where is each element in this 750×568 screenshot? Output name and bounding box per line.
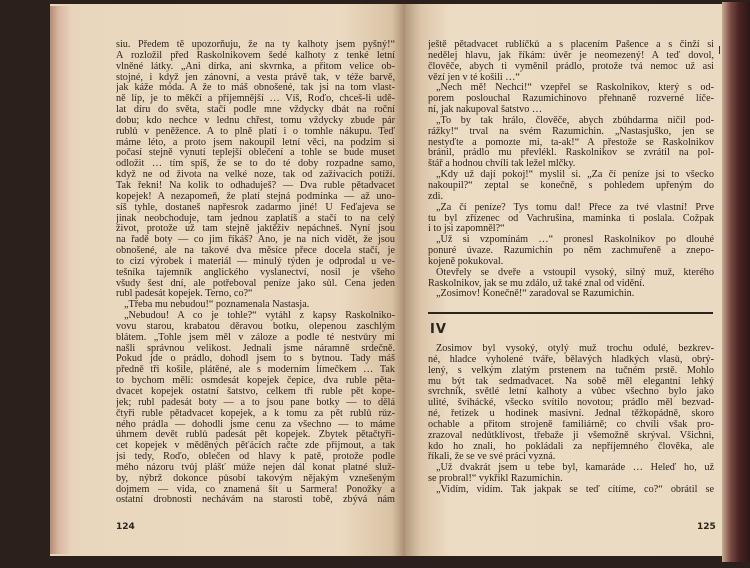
- text-line: jek; rubl padesát boty — a to jsou pane botky — to dělá: [116, 397, 395, 408]
- text-line: počasí stejně vynutí teplejší oblečení a tohle se bude muset: [116, 148, 395, 159]
- paragraph: [428, 289, 714, 300]
- text-line: né, hladce vyholené tváře, bělavých hladkých vlasů, obrý-: [428, 354, 714, 365]
- text-line: lený, s velkým zlatým prstenem na tučném prstě. Mohlo: [428, 365, 714, 376]
- text-line: kdo ho znali, ho pokládali za nepříjemného člověka, ale: [428, 441, 714, 452]
- text-line: člověče, abych ti vyměnil prádlo, protože tvá nemoc už asi: [428, 61, 714, 72]
- text-line: síš tyhle, dostaneš napřesrok zadarmo jiné! U Feďajeva se: [116, 202, 395, 213]
- paragraph: [116, 300, 395, 311]
- text-line: vězí jen v té košili …“: [428, 72, 520, 83]
- text-line: zdi.: [428, 191, 443, 202]
- page-number-left: 124: [116, 522, 135, 532]
- text-line: vlněné látky. „Ani dírka, ani skvrnka, a přitom velice ob-: [116, 61, 395, 72]
- text-line: všudy šest dní, ale potřeboval peníze jako sůl. Cena jeden: [116, 278, 395, 289]
- text-line: ně líp, je to měkčí a příjemnější … Víš, Roďo, chceš-li udě-: [116, 94, 395, 105]
- text-line: na řadě boty — co jim říkáš? Ano, je na nich vidět, že jsou: [116, 235, 395, 246]
- text-line: nestyďte a pomozte mi, ta-ak!“ A přestože se Raskolnikov: [428, 137, 714, 148]
- text-line: obnošené, ale na takové dva měsíce přece docela stačí, je: [116, 246, 395, 257]
- paragraph: [428, 485, 714, 496]
- text-line: se probral!“ vykřikl Razumichin.: [428, 474, 563, 485]
- text-line: ostatní drobnosti nechávám na starosti tobě, zbývá nám: [116, 495, 395, 506]
- text-line: ní, jak nakupoval šatstvo …: [428, 105, 543, 116]
- text-line: jinak neobchoduje, tam jednou zaplatíš a stačí to na celý: [116, 213, 395, 224]
- text-line: ochable a přitom strojeně familiárně; co chvíli však pro-: [428, 419, 714, 430]
- text-line: dojmem — vida, co znamená šít u Šarmera! Ponožky a: [116, 484, 395, 495]
- paragraph: [428, 170, 714, 203]
- text-line: „Třeba mu nebudou!“ poznamenala Nastasja.: [124, 300, 310, 311]
- text-line: „Vidím, vidím. Tak jakpak se teď cítíme, co?“ obrátil se: [436, 484, 714, 495]
- margin-mark: [719, 46, 720, 54]
- text-line: Raskolnikov, jak se mu zdálo, už také znal od vidění.: [428, 278, 645, 289]
- text-line: Pokud jde o prádlo, dohodl jsem to s bytnou. Tady máš: [116, 354, 395, 365]
- text-line: svrchník, světlé letní kalhoty a vůbec všechno bylo jako: [428, 387, 714, 398]
- text-line: nedělej hlavu, jak říkám: úvěr je neomezený! A teď dovol,: [428, 50, 714, 61]
- text-line: nakoupil?“ zeptal se konečně, s pohledem upřeným do: [428, 180, 714, 191]
- right-page-text-bottom: [428, 344, 714, 496]
- text-line: by, nýbrž dokonce působí takovým nějakým vznešeným: [116, 473, 395, 484]
- text-line: zrazoval nedůtklivost, třebaže ji všemožně skrýval. Všichni,: [428, 430, 714, 441]
- text-line: A rozložil před Raskolnikovem šedé kalhoty z tenké letní: [116, 50, 395, 61]
- text-line: i to jsi zapomněl?“: [428, 224, 505, 235]
- chapter-divider: [428, 312, 713, 314]
- text-line: mu být tak sedmadvacet. Na sobě měl elegantní lehký: [428, 376, 714, 387]
- right-page-edges: [722, 2, 750, 562]
- text-line: vovu starou, krabatou děravou botku, olepenou zaschlým: [116, 321, 395, 332]
- text-line: „Kdy už dají pokoj!“ myslil si. „Za čí peníze jsi to všecko: [436, 170, 714, 181]
- text-line: tu byl zřízenec od Vachrušina, maminka ti poslala. Cožpak: [428, 213, 714, 224]
- text-line: když ne od života na velké noze, tak od zažívacích potíží.: [116, 170, 395, 181]
- text-line: máme léto, a proto jsem nakoupil letní věci, na podzim si: [116, 137, 395, 148]
- text-line: jsi tedy, Roďo, oblečen od hlavy k patě, protože podle: [116, 452, 395, 463]
- text-line: ného prádla — dohodli jsme cenu za všechno — to máme: [116, 419, 395, 430]
- text-line: ulité, švihácké, všecko svítilo novotou; prádlo měl bezvad-: [428, 398, 714, 409]
- text-line: život, protože už tam stejně jaktěživ nepáchneš. Nyní jsou: [116, 224, 395, 235]
- text-line: kojeně pokukoval.: [428, 256, 504, 267]
- text-line: ponuré úvaze. Razumichin po něm zachmuřeně a znepo-: [428, 246, 714, 257]
- chapter-heading: IV: [430, 322, 447, 337]
- text-line: kopejek! A nezapomeň, že platí stejná podmínka — až uno-: [116, 191, 395, 202]
- paragraph: [116, 40, 395, 300]
- text-line: tešníka tajemník anglického vyslanectví, nosil je všeho: [116, 267, 395, 278]
- paragraph: [428, 40, 714, 83]
- text-line: rublů v peněžence. A to plně platí i o tomhle nákupu. Teď: [116, 126, 395, 137]
- left-page-text: [116, 40, 395, 506]
- text-line: čtyři ruble pětadvacet kopejek, a k tomu za pět rublů růz-: [116, 408, 395, 419]
- left-page-edges: [50, 6, 80, 554]
- text-line: „Už si vzpomínám …“ pronesl Raskolnikov po dlouhé: [436, 235, 714, 246]
- paragraph: [116, 311, 395, 506]
- text-line: mého názoru tvůj plášť může nejen dál konat platné služ-: [116, 462, 395, 473]
- text-line: štář a hodnou chvíli tak ležel mlčky.: [428, 159, 576, 170]
- text-line: „Nebudou! A co je tohle?“ vytáhl z kapsy Raskolniko-: [124, 311, 395, 322]
- text-line: „To by tak hrálo, člověče, abych zbůhdarma ničil pod-: [436, 115, 714, 126]
- text-line: říkali, že se ve své práci vyzná.: [428, 452, 556, 463]
- paragraph: [428, 344, 714, 463]
- text-line: cet kopejek v měděných pěťácích račte zde přijmout, a tak: [116, 441, 395, 452]
- right-page-text-top: [428, 40, 714, 300]
- paragraph: [428, 235, 714, 268]
- text-line: to cizí výrobek i materiál — minulý týden je odprodal u ve-: [116, 256, 395, 267]
- text-line: rubl padesát kopejek. Terno, co?“: [116, 289, 253, 300]
- text-line: porem poslouchal Razumichinovo přehnaně rozverné líče-: [428, 94, 714, 105]
- text-line: úhrnem devět rublů padesát pět kopejek. Zbytek pětačtyři-: [116, 430, 395, 441]
- text-line: „Už dvakrát jsem u tebe byl, kamaráde … Heleď ho, už: [436, 463, 714, 474]
- text-line: Otevřely se dveře a vstoupil vysoký, silný muž, kterého: [436, 267, 714, 278]
- text-line: né, řetízek u hodinek masivní. Jednal těžkopádně, skoro: [428, 409, 714, 420]
- text-line: lat díru do světa, stačí podle mne vždycky dbát na roční: [116, 105, 395, 116]
- text-line: blátem. „Tohle jsem měl v záloze a podle té nestvůry mi: [116, 332, 395, 343]
- text-line: siu. Předem tě upozorňuju, že na ty kalhoty jsem pyšný!“: [116, 40, 395, 50]
- text-line: Tak řekni! Na kolik to odhaduješ? — Dva ruble pětadvacet: [116, 180, 395, 191]
- text-line: stojné, i když jen zánovní, a vesta právě tak, v téže barvě,: [116, 72, 395, 83]
- text-line: „Zosimov! Konečně!“ zaradoval se Razumichin.: [436, 289, 635, 300]
- text-line: rážky!“ trval na svém Razumichin. „Nastasjuško, jen se: [428, 126, 714, 137]
- text-line: bránil, prádlo mu převlékl. Raskolnikov se zvrátil na pol-: [428, 148, 714, 159]
- paragraph: [428, 83, 714, 116]
- text-line: to bychom měli: osmdesát kopejek čepice, dva ruble pěta-: [116, 376, 395, 387]
- text-line: dvacet kopejek ostatní šatstvo, celkem tři ruble pět kope-: [116, 387, 395, 397]
- text-line: „Za čí peníze? Tys tomu dal! Přece za tvé vlastní! Prve: [436, 202, 714, 213]
- text-line: odložit … tím spíš, že se to do té doby rozpadne samo,: [116, 159, 395, 170]
- text-line: Zosimov byl vysoký, otylý muž trochu odulé, bezkrev-: [436, 344, 714, 354]
- paragraph: [428, 116, 714, 170]
- paragraph: [428, 203, 714, 236]
- text-line: ještě pětadvacet rublíčků a s placením Pašence a s činží si: [428, 40, 714, 50]
- text-line: dobu; kdo nechce v lednu chřest, tomu vždycky zbude pár: [116, 115, 395, 126]
- page-number-right: 125: [697, 522, 716, 532]
- text-line: předně tři košile, plátěné, ale s moderním límečkem … Tak: [116, 365, 395, 376]
- text-line: našli správnou velikost. Jednali jsme náramně srdečně.: [116, 343, 395, 354]
- paragraph: [428, 268, 714, 290]
- paragraph: [428, 463, 714, 485]
- text-line: „Nech mě! Nechci!“ vzepřel se Raskolnikov, který s od-: [436, 83, 714, 94]
- text-line: jak káže móda. A že to máš obnošené, tak jsi na tom vlast-: [116, 83, 395, 94]
